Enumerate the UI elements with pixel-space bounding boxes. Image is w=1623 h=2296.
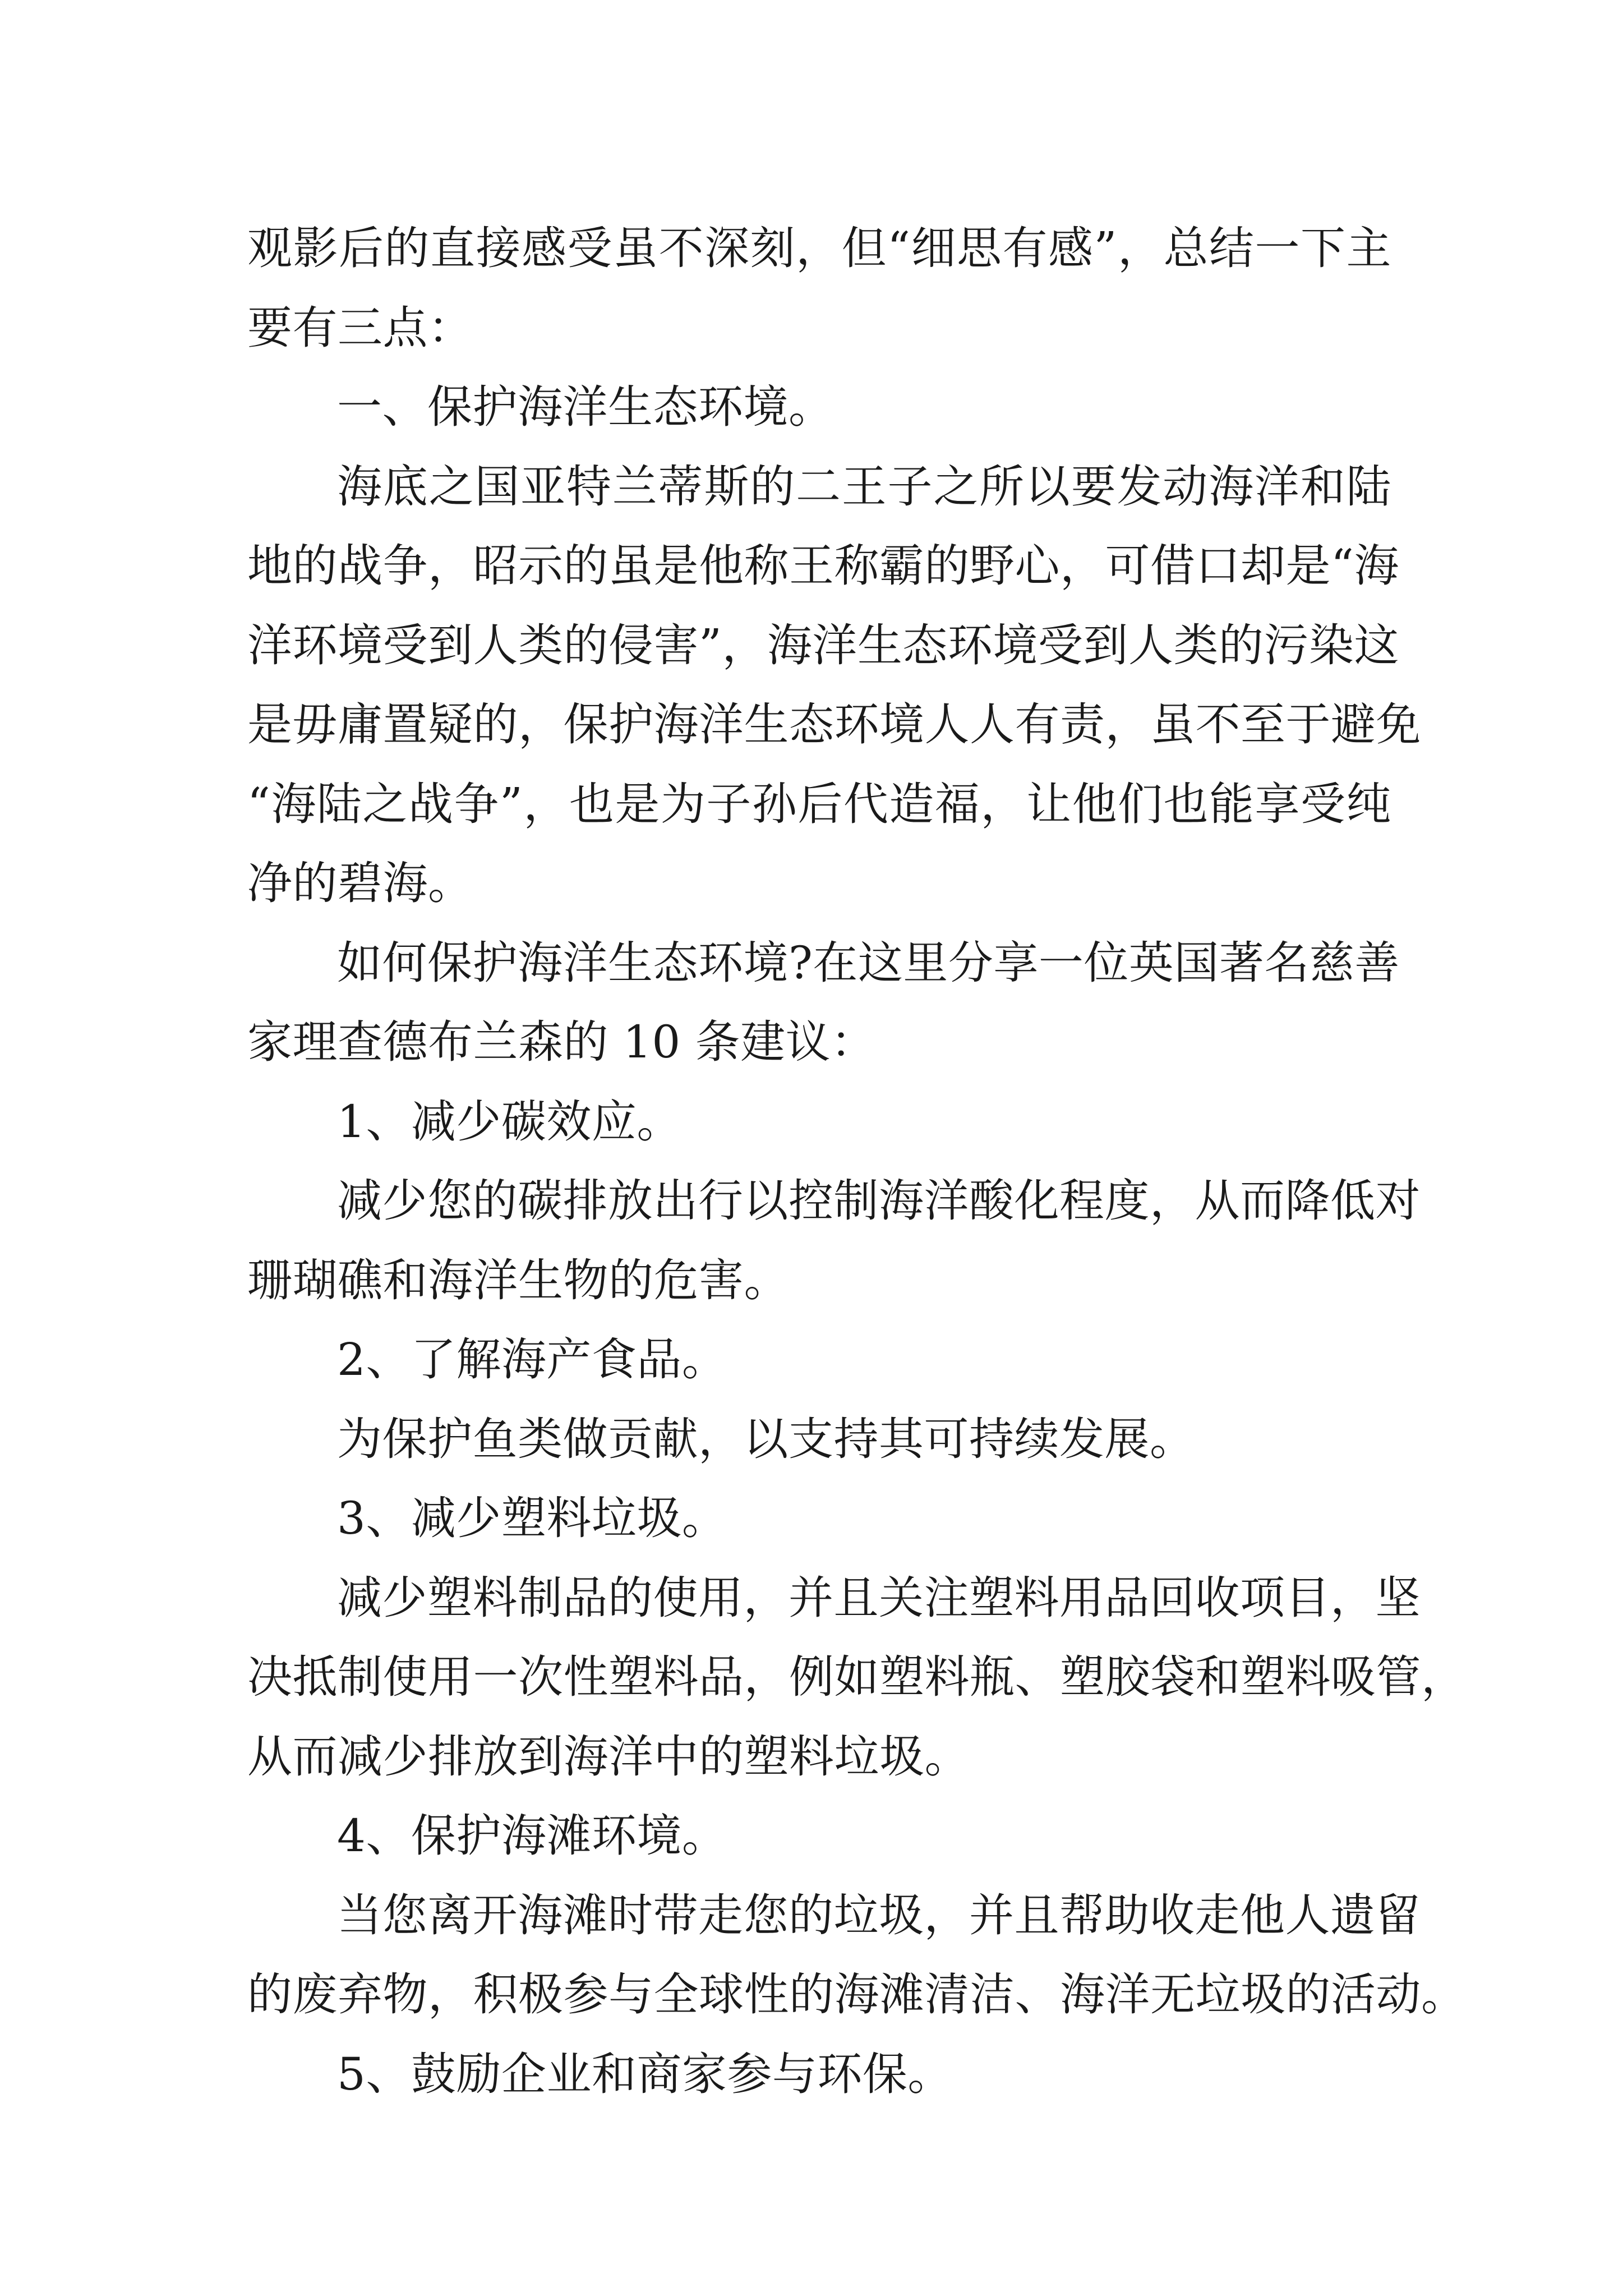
text-line: 2、了解海产食品。 xyxy=(337,1333,727,1386)
text-line: 海底之国亚特兰蒂斯的二王子之所以要发动海洋和陆 xyxy=(337,460,1391,513)
text-line: 要有三点： xyxy=(247,301,473,354)
paragraph-p11 xyxy=(247,1796,1391,1876)
paragraph-p7 xyxy=(247,1320,1391,1400)
text-line: 减少塑料制品的使用，并且关注塑料用品回收项目，坚 xyxy=(337,1571,1421,1624)
paragraph-p1 xyxy=(247,209,1391,367)
paragraph-p9 xyxy=(247,1479,1391,1558)
paragraph-p8 xyxy=(247,1400,1391,1479)
text-line: 净的碧海。 xyxy=(247,857,473,909)
text-line: “海陆之战争”，也是为子孙后代造福，让他们也能享受纯 xyxy=(247,777,1391,830)
text-line: 4、保护海滩环境。 xyxy=(337,1810,727,1862)
text-line: 1、减少碳效应。 xyxy=(337,1095,682,1148)
text-line: 观影后的直接感受虽不深刻，但“细思有感”，总结一下主 xyxy=(247,222,1391,274)
text-line: 从而减少排放到海洋中的塑料垃圾。 xyxy=(247,1730,970,1783)
paragraph-p10 xyxy=(247,1558,1467,1797)
text-line: 减少您的碳排放出行以控制海洋酸化程度，从而降低对 xyxy=(337,1175,1421,1227)
paragraph-p4 xyxy=(247,923,1400,1082)
text-line: 决抵制使用一次性塑料品，例如塑料瓶、塑胶袋和塑料吸管， xyxy=(247,1651,1467,1703)
text-line: 如何保护海洋生态环境?在这里分享一位英国著名慈善 xyxy=(337,936,1400,989)
text-line: 地的战争，昭示的虽是他称王称霸的野心，可借口却是“海 xyxy=(247,540,1399,592)
text-line: 的废弃物，积极参与全球性的海滩清洁、海洋无垃圾的活动。 xyxy=(247,1968,1467,2021)
text-line: 一、保护海洋生态环境。 xyxy=(337,381,834,433)
text-line: 家理查德布兰森的 10 条建议： xyxy=(247,1016,876,1068)
text-line: 3、减少塑料垃圾。 xyxy=(337,1492,727,1544)
paragraph-p3 xyxy=(247,447,1421,923)
document-body xyxy=(247,209,1467,2114)
paragraph-p13 xyxy=(247,2035,1391,2114)
text-line: 为保护鱼类做贡献，以支持其可持续发展。 xyxy=(337,1412,1195,1465)
text-line: 5、鼓励企业和商家参与环保。 xyxy=(337,2047,953,2100)
text-line: 洋环境受到人类的侵害”，海洋生态环境受到人类的污染这 xyxy=(247,619,1399,671)
text-line: 当您离开海滩时带走您的垃圾，并且帮助收走他人遗留 xyxy=(337,1889,1421,1941)
paragraph-p12 xyxy=(247,1876,1467,2035)
paragraph-p2 xyxy=(247,367,1391,447)
paragraph-p6 xyxy=(247,1161,1421,1320)
paragraph-p5 xyxy=(247,1082,1391,1162)
text-line: 是毋庸置疑的，保护海洋生态环境人人有责，虽不至于避免 xyxy=(247,698,1421,751)
text-line: 珊瑚礁和海洋生物的危害。 xyxy=(247,1254,789,1306)
